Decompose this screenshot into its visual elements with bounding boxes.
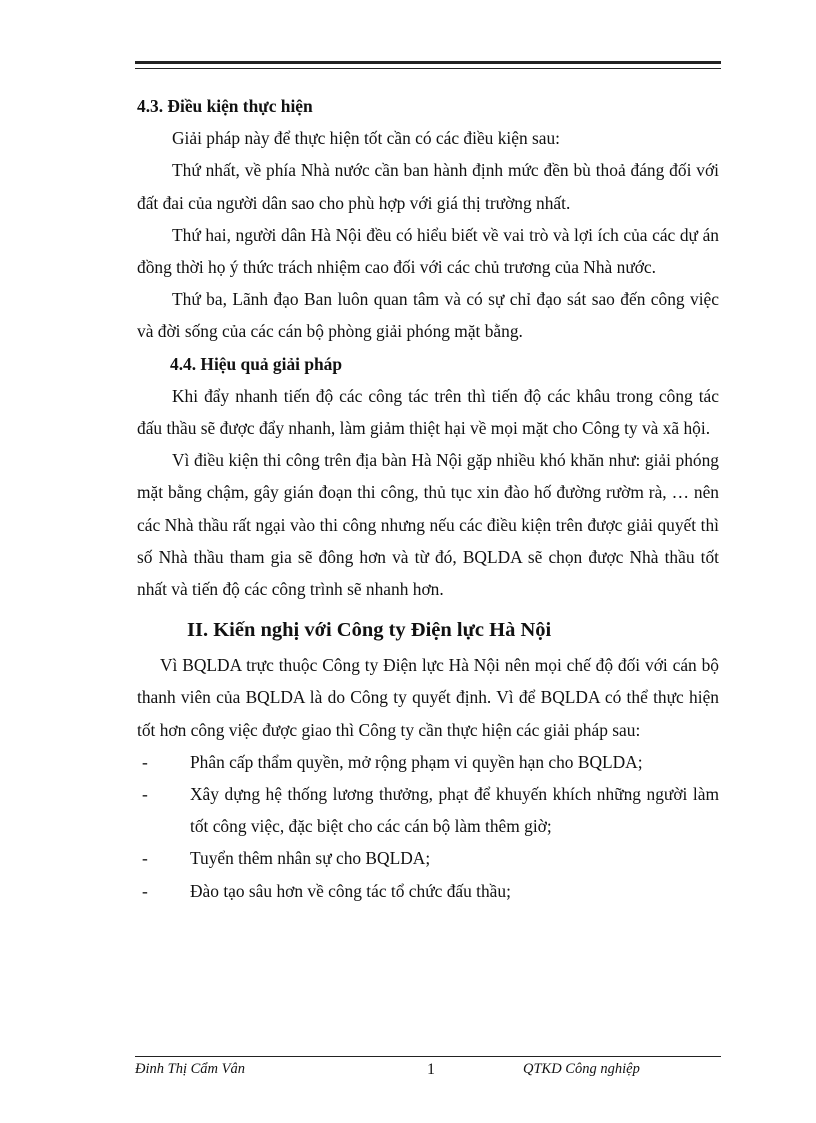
bullet-dash: -	[142, 848, 148, 869]
paragraph: Vì BQLDA trực thuộc Công ty Điện lực Hà Nội nên mọi chế độ đối với cán bộ thanh viên của BQLDA là do Công ty quyết định. Vì để BQLDA có thể thực hiện tốt hơn công việc được giao thì Công ty cần thực hiện các giải pháp sau:	[137, 655, 719, 740]
list-item-text: Đào tạo sâu hơn về công tác tổ chức đấu thầu;	[190, 880, 511, 901]
recommendation-list	[137, 746, 719, 907]
list-item	[137, 746, 719, 778]
footer-author: Đinh Thị Cẩm Vân	[135, 1061, 245, 1077]
list-item-text: Tuyển thêm nhân sự cho BQLDA;	[190, 848, 431, 869]
bullet-dash: -	[142, 880, 148, 901]
footer-department: QTKD Công nghiệp	[523, 1061, 640, 1077]
paragraph: Thứ ba, Lãnh đạo Ban luôn quan tâm và có sự chỉ đạo sát sao đến công việc và đời sống của các cán bộ phòng giải phóng mặt bằng.	[137, 289, 719, 342]
bullet-dash: -	[142, 751, 148, 772]
list-item	[137, 778, 719, 842]
header-double-rule	[135, 61, 721, 69]
footer-rule	[135, 1056, 721, 1057]
list-item-text: Phân cấp thẩm quyền, mở rộng phạm vi quyền hạn cho BQLDA;	[190, 751, 643, 772]
paragraph: Giải pháp này để thực hiện tốt cần có các điều kiện sau:	[172, 128, 561, 149]
section-title-II: II. Kiến nghị với Công ty Điện lực Hà Nội	[187, 619, 552, 642]
paragraph: Vì điều kiện thi công trên địa bàn Hà Nội gặp nhiều khó khăn như: giải phóng mặt bằng chậm, gây gián đoạn thi công, thủ tục xin đào hố đường rườm rà, … nên các Nhà thầu rất ngại vào thi công nhưng nếu các điều kiện trên được giải quyết thì số Nhà thầu tham gia sẽ đông hơn và từ đó, BQLDA sẽ chọn được Nhà thầu tốt nhất và tiến độ các công trình sẽ nhanh hơn.	[137, 450, 719, 600]
document-body	[137, 90, 719, 907]
page-number: 1	[427, 1061, 435, 1078]
heading-4-3: 4.3. Điều kiện thực hiện	[137, 96, 313, 116]
list-item	[137, 875, 719, 907]
paragraph: Thứ nhất, về phía Nhà nước cần ban hành định mức đền bù thoả đáng đối với đất đai của người dân sao cho phù hợp với giá thị trường nhất.	[137, 160, 719, 213]
bullet-dash: -	[142, 784, 148, 805]
paragraph: Khi đẩy nhanh tiến độ các công tác trên thì tiến độ các khâu trong công tác đấu thầu sẽ được đẩy nhanh, làm giảm thiệt hại về mọi mặt cho Công ty và xã hội.	[137, 385, 719, 439]
list-item	[137, 842, 719, 874]
paragraph: Thứ hai, người dân Hà Nội đều có hiểu biết về vai trò và lợi ích của các dự án đồng thời họ ý thức trách nhiệm cao đối với các chủ trương của Nhà nước.	[137, 224, 719, 278]
heading-4-4: 4.4. Hiệu quả giải pháp	[170, 353, 343, 374]
list-item-text: Xây dựng hệ thống lương thưởng, phạt để khuyến khích những người làm tốt công việc, đặc biệt cho các cán bộ làm thêm giờ;	[190, 784, 719, 837]
page-footer	[135, 1061, 721, 1083]
